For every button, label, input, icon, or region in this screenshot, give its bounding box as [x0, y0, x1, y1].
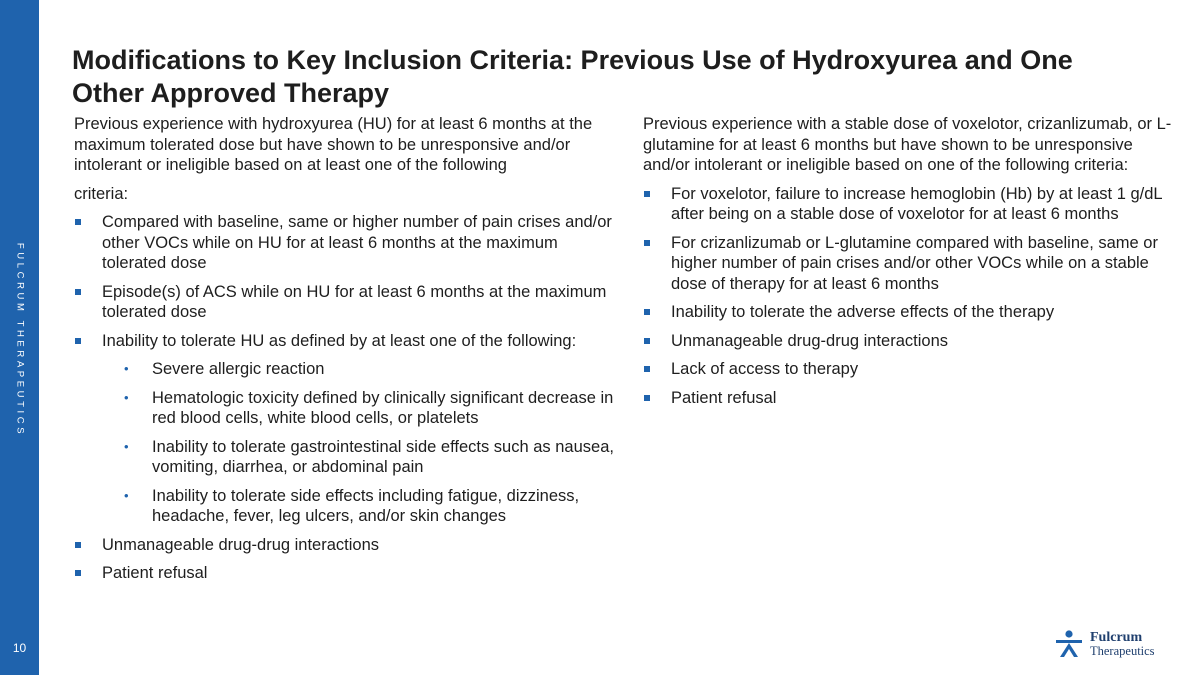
left-bullet-list — [74, 212, 614, 584]
list-item — [643, 359, 1173, 380]
list-item — [643, 302, 1173, 323]
list-item-text: Inability to tolerate the adverse effects of the therapy — [671, 303, 1055, 321]
list-item-text: For voxelotor, failure to increase hemoglobin (Hb) by at least 1 g/dL after being on a stable dose of voxelotor for at least 6 months — [671, 184, 1162, 223]
list-item-text: Compared with baseline, same or higher number of pain crises and/or other VOCs while on HU for at least 6 months at the maximum tolerated dose — [102, 213, 612, 272]
right-column — [643, 114, 1173, 408]
left-intro — [74, 114, 614, 204]
list-item — [643, 184, 1173, 225]
sub-list-item — [102, 359, 614, 380]
square-bullet-icon — [644, 309, 650, 315]
dot-bullet-icon: • — [124, 389, 129, 405]
list-item-text: Patient refusal — [671, 388, 777, 407]
fulcrum-person-icon — [1054, 629, 1084, 659]
sub-list-item-text: Severe allergic reaction — [152, 360, 325, 378]
left-intro-end: criteria: — [74, 184, 129, 203]
left-column — [74, 114, 614, 584]
square-bullet-icon — [75, 542, 81, 548]
dot-bullet-icon: • — [124, 487, 129, 503]
sub-bullet-list — [102, 359, 614, 527]
sub-list-item-text: Inability to tolerate side effects including fatigue, dizziness, headache, fever, leg ulcers, and/or skin changes — [152, 486, 580, 525]
page-number: 10 — [12, 641, 27, 655]
list-item-text: For crizanlizumab or L-glutamine compared with baseline, same or higher number of pain crises and/or other VOCs while on a stable dose of therapy for at least 6 months — [671, 233, 1158, 293]
square-bullet-icon — [75, 289, 81, 295]
sub-list-item — [102, 388, 614, 429]
list-item-text: Lack of access to therapy — [671, 360, 859, 378]
square-bullet-icon — [644, 191, 650, 197]
sub-list-item-text: Hematologic toxicity defined by clinically significant decrease in red blood cells, white blood cells, or platelets — [152, 388, 614, 427]
sidebar — [0, 0, 39, 675]
sub-list-item-text: Inability to tolerate gastrointestinal side effects such as nausea, vomiting, diarrhea, or abdominal pain — [152, 437, 614, 476]
logo-text-secondary: Therapeutics — [1090, 644, 1155, 658]
list-item — [74, 331, 614, 527]
list-item-text: Inability to tolerate HU as defined by at least one of the following: — [102, 331, 577, 350]
square-bullet-icon — [75, 219, 81, 225]
list-item-text: Patient refusal — [102, 564, 208, 582]
square-bullet-icon — [75, 338, 81, 344]
list-item — [643, 388, 1173, 409]
list-item — [74, 563, 614, 584]
square-bullet-icon — [644, 366, 650, 372]
list-item — [643, 233, 1173, 295]
sub-list-item — [102, 437, 614, 478]
right-intro: Previous experience with a stable dose of voxelotor, crizanlizumab, or L-glutamine for at least 6 months but have shown to be unresponsive and/or intolerant or ineligible based on one of the following criteria: — [643, 115, 1172, 174]
dot-bullet-icon: • — [124, 438, 129, 454]
square-bullet-icon — [75, 570, 81, 576]
square-bullet-icon — [644, 240, 650, 246]
list-item — [643, 331, 1173, 352]
square-bullet-icon — [644, 395, 650, 401]
list-item-text: Unmanageable drug-drug interactions — [671, 331, 949, 350]
list-item-text: Episode(s) of ACS while on HU for at least 6 months at the maximum tolerated dose — [102, 282, 607, 321]
right-bullet-list — [643, 184, 1173, 409]
dot-bullet-icon: • — [124, 361, 129, 376]
list-item — [74, 282, 614, 323]
square-bullet-icon — [644, 338, 650, 344]
slide-title: Modifications to Key Inclusion Criteria: Previous Use of Hydroxyurea and One Other Approved Therapy — [72, 45, 1073, 108]
list-item-text: Unmanageable drug-drug interactions — [102, 535, 380, 554]
list-item — [74, 212, 614, 274]
company-logo — [1054, 629, 1164, 661]
list-item — [74, 535, 614, 556]
sub-list-item — [102, 486, 614, 527]
sidebar-brand-text: FULCRUM THERAPEUTICS — [14, 242, 26, 438]
logo-text-primary: Fulcrum — [1090, 630, 1143, 645]
left-intro-text: Previous experience with hydroxyurea (HU) for at least 6 months at the maximum tolerated dose but have shown to be unresponsive and/or intolerant or ineligible based on at least one of the following — [74, 115, 593, 174]
